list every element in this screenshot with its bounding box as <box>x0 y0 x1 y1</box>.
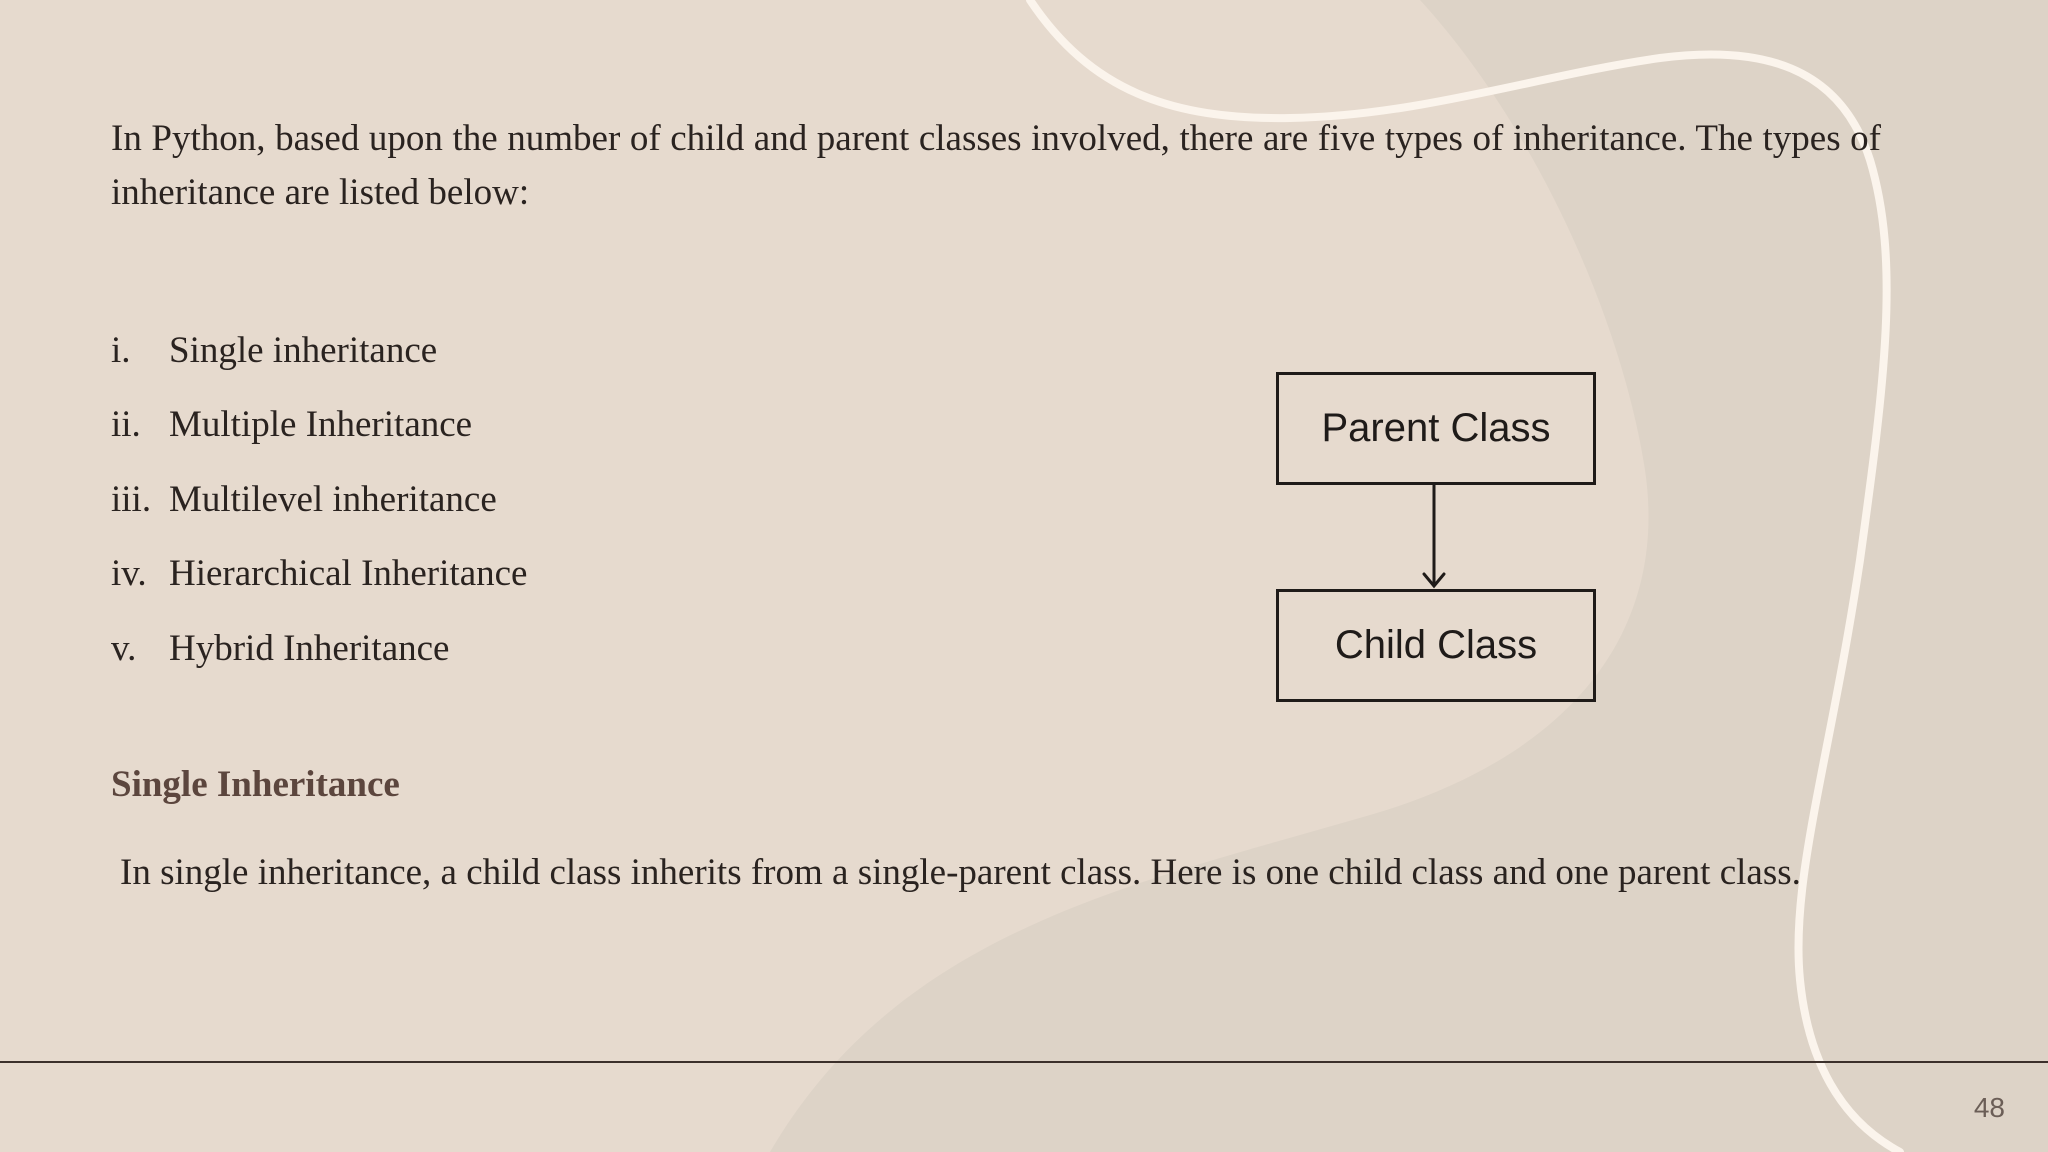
list-number: v. <box>111 627 137 669</box>
section-body: In single inheritance, a child class inherits from a single-parent class. Here is one child class and one parent class. <box>120 852 1801 893</box>
list-number: i. <box>111 329 131 371</box>
list-number: iii. <box>111 478 152 520</box>
list-item <box>111 462 527 537</box>
list-label: Hybrid Inheritance <box>169 627 450 669</box>
intro-paragraph: In Python, based upon the number of child and parent classes involved, there are five types of inheritance. The types of inheritance are listed below: <box>111 118 1881 213</box>
list-label: Multilevel inheritance <box>169 478 497 520</box>
section-title: Single Inheritance <box>111 764 400 805</box>
page-number: 48 <box>1973 1092 2005 1123</box>
single-inheritance-diagram <box>1270 370 1600 710</box>
list-item <box>111 313 527 388</box>
list-item <box>111 537 527 612</box>
list-label: Multiple Inheritance <box>169 404 473 446</box>
footer-divider <box>0 1061 2048 1063</box>
inheritance-types-list <box>111 313 527 686</box>
list-item <box>111 611 527 686</box>
list-label: Single inheritance <box>169 329 438 371</box>
list-label: Hierarchical Inheritance <box>169 553 528 595</box>
parent-class-box: Parent Class <box>1276 372 1596 485</box>
list-number: ii. <box>111 404 141 446</box>
list-number: iv. <box>111 553 147 595</box>
list-item <box>111 388 527 463</box>
child-class-box: Child Class <box>1276 589 1596 702</box>
